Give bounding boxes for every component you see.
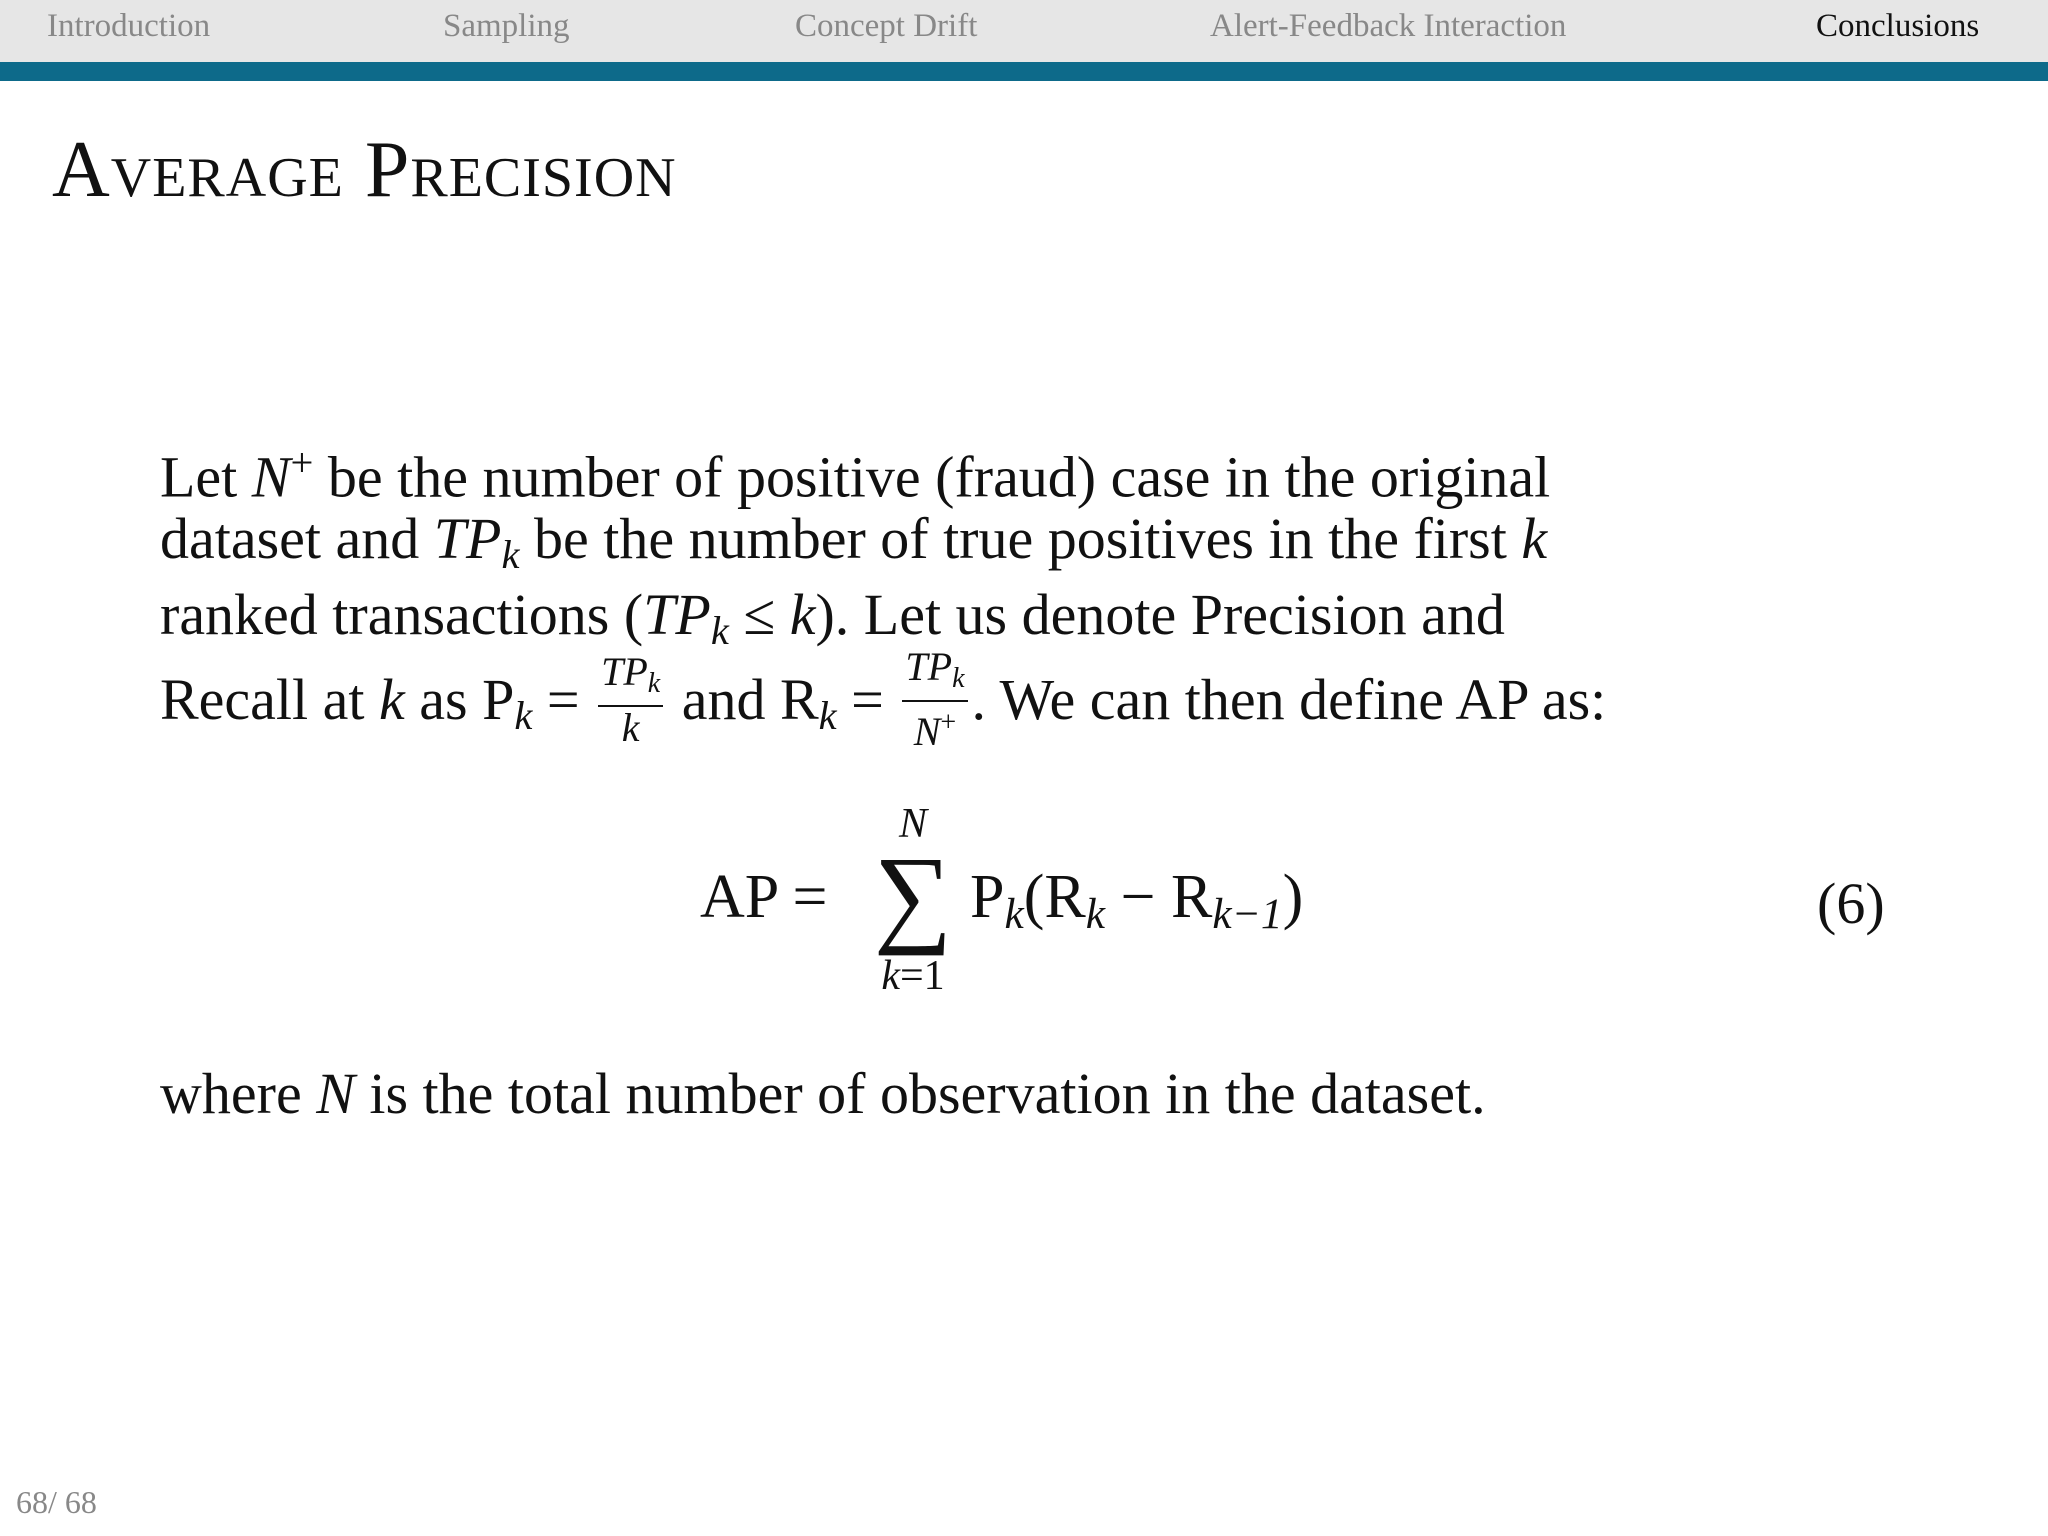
equation-lhs: AP = — [700, 863, 828, 931]
sum-lower-limit: k=1 — [881, 953, 945, 999]
equation-rhs: $P_k(R_k - R_{k-1})$ — [970, 863, 1304, 938]
precision-fraction: $\frac{TP_k}{k}$ — [598, 652, 663, 748]
average-precision-equation — [700, 800, 1400, 1000]
definition-paragraph — [160, 425, 1607, 754]
where-line: where N is the total number of observation in the dataset. — [160, 1061, 1486, 1126]
paragraph-line-2: dataset and $TP_k$ be the number of true positives in the first k — [160, 506, 1548, 578]
paragraph-line-4: Recall at k as $P_k$ = $\frac{TP_k}{k}$ and $R_k$ = $\frac{TP_k}{N^+}$ . We can then define AP as: — [160, 644, 1607, 754]
paragraph-line-3: ranked transactions $(TP_k \le k)$. Let us denote Precision and — [160, 582, 1505, 654]
nav-item-alert-feedback-interaction[interactable]: Alert-Feedback Interaction — [1210, 8, 1567, 44]
slide-title: Average Precision — [52, 126, 677, 214]
navigation-bar — [0, 0, 2048, 62]
equation-number: (6) — [1817, 871, 1885, 936]
nav-item-introduction[interactable]: Introduction — [47, 8, 211, 44]
sum-upper-limit: N — [898, 801, 927, 847]
sigma-symbol: ∑ — [873, 834, 953, 956]
nav-item-conclusions[interactable]: Conclusions — [1816, 8, 1980, 44]
navbar-rule — [0, 62, 2048, 81]
where-paragraph — [160, 1056, 1486, 1132]
paragraph-line-1: Let N+ be the number of positive (fraud) case in the original — [160, 440, 1551, 510]
recall-fraction: $\frac{TP_k}{N^+}$ — [902, 647, 967, 752]
nav-item-sampling[interactable]: Sampling — [443, 8, 570, 44]
page-number: 68/ 68 — [16, 1484, 97, 1520]
nav-item-concept-drift[interactable]: Concept Drift — [795, 8, 978, 44]
